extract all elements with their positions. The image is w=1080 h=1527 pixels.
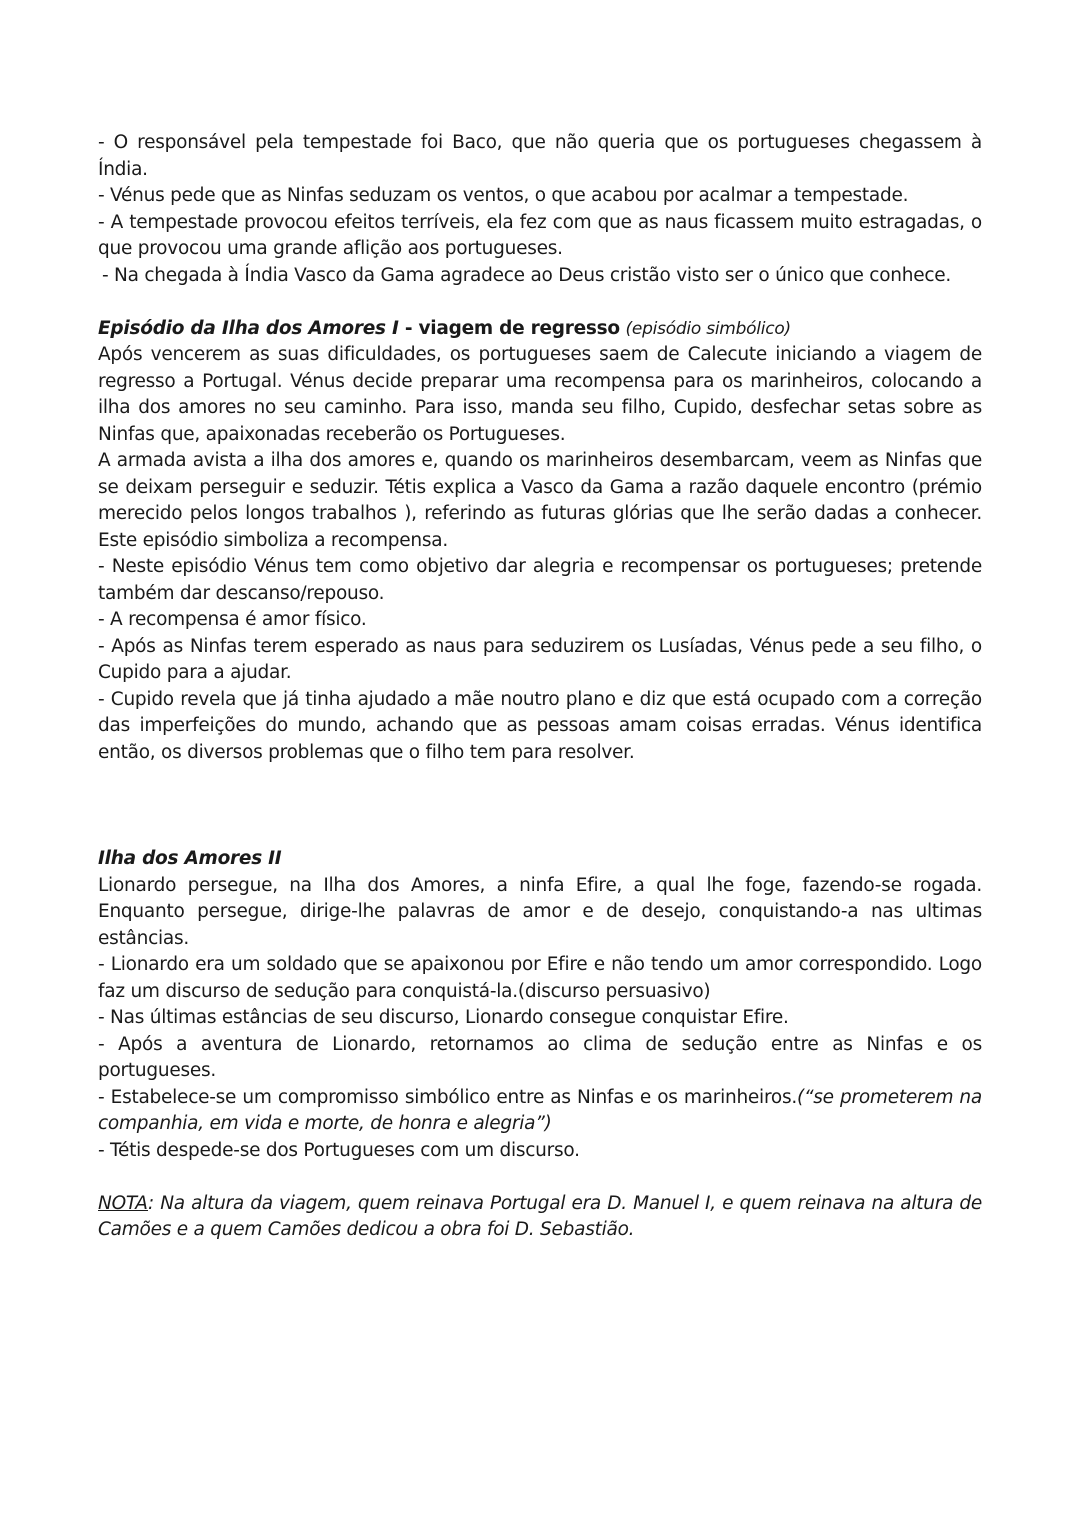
section2-bullet-2: - Nas últimas estâncias de seu discurso, Lionardo consegue conquistar Efire. [98, 1007, 789, 1028]
section2-bullet-4-text: - Estabelece-se um compromisso simbólico entre as Ninfas e os marinheiros. [98, 1086, 797, 1108]
section2-bullet-1: - Lionardo era um soldado que se apaixonou por Efire e não tendo um amor correspondido. Logo faz um discurso de sedução para conquistá-la.(discurso persuasivo) [98, 954, 982, 1002]
section1-bullet-1: - Neste episódio Vénus tem como objetivo dar alegria e recompensar os portugueses; pretende também dar descanso/repouso. [98, 556, 982, 604]
intro-bullet-4: - Na chegada à Índia Vasco da Gama agradece ao Deus cristão visto ser o único que conhece. [102, 264, 952, 286]
intro-bullet-2: - Vénus pede que as Ninfas seduzam os ventos, o que acabou por acalmar a tempestade. [98, 185, 909, 206]
section1-heading [98, 316, 982, 343]
document-page [98, 130, 982, 1244]
section1-heading-bold: - viagem de regresso [398, 317, 620, 339]
section2-heading: Ilha dos Amores II [98, 848, 282, 869]
section2-bullet-4 [98, 1085, 982, 1138]
section1-bullet-4: - Cupido revela que já tinha ajudado a mãe noutro plano e diz que está ocupado com a correção das imperfeições do mundo, achando que as pessoas amam coisas erradas. Vénus identifica então, os diversos problemas que o filho tem para resolver. [98, 688, 982, 763]
section1-bullet-2: - A recompensa é amor físico. [98, 609, 367, 630]
intro-bullet-1: - O responsável pela tempestade foi Baco, que não queria que os portugueses chegassem à Índia. [98, 132, 982, 180]
note-paragraph [98, 1191, 982, 1244]
section1-paragraph-2: A armada avista a ilha dos amores e, quando os marinheiros desembarcam, veem as Ninfas que se deixam perseguir e seduzir. Tétis explica a Vasco da Gama a razão daquele encontro (prémio merecido pelos longos trabalhos ), referindo as futuras glórias que lhe serão dadas a conhecer. Este episódio simboliza a recompensa. [98, 450, 982, 551]
section2-bullet-3: - Após a aventura de Lionardo, retornamos ao clima de sedução entre as Ninfas e os portugueses. [98, 1033, 982, 1081]
intro-bullet-3: - A tempestade provocou efeitos terríveis, ela fez com que as naus ficassem muito estragadas, o que provocou uma grande aflição aos portugueses. [98, 211, 982, 259]
section1-heading-note: (episódio simbólico) [625, 318, 791, 339]
section1-heading-italic: Episódio da Ilha dos Amores I [98, 317, 399, 339]
section2-paragraph-1: Lionardo persegue, na Ilha dos Amores, a ninfa Efire, a qual lhe foge, fazendo-se rogada. Enquanto persegue, dirige-lhe palavras de amor e de desejo, conquistando-a nas ultimas estâncias. [98, 874, 982, 949]
note-label: NOTA [98, 1192, 149, 1214]
section2-bullet-4-quote: (“se prometerem na companhia, em vida e morte, de honra e alegria”) [98, 1086, 982, 1134]
section1-bullet-3: - Após as Ninfas terem esperado as naus para seduzirem os Lusíadas, Vénus pede a seu filho, o Cupido para a ajudar. [98, 635, 982, 683]
note-text: : Na altura da viagem, quem reinava Portugal era D. Manuel I, e quem reinava na altura de Camões e a quem Camões dedicou a obra foi D. Sebastião. [98, 1192, 982, 1240]
section1-paragraph-1: Após vencerem as suas dificuldades, os portugueses saem de Calecute iniciando a viagem de regresso a Portugal. Vénus decide preparar uma recompensa para os marinheiros, colocando a ilha dos amores no seu caminho. Para isso, manda seu filho, Cupido, desfechar setas sobre as Ninfas que, apaixonadas receberão os Portugueses. [98, 344, 982, 445]
section2-bullet-5: - Tétis despede-se dos Portugueses com um discurso. [98, 1139, 580, 1161]
